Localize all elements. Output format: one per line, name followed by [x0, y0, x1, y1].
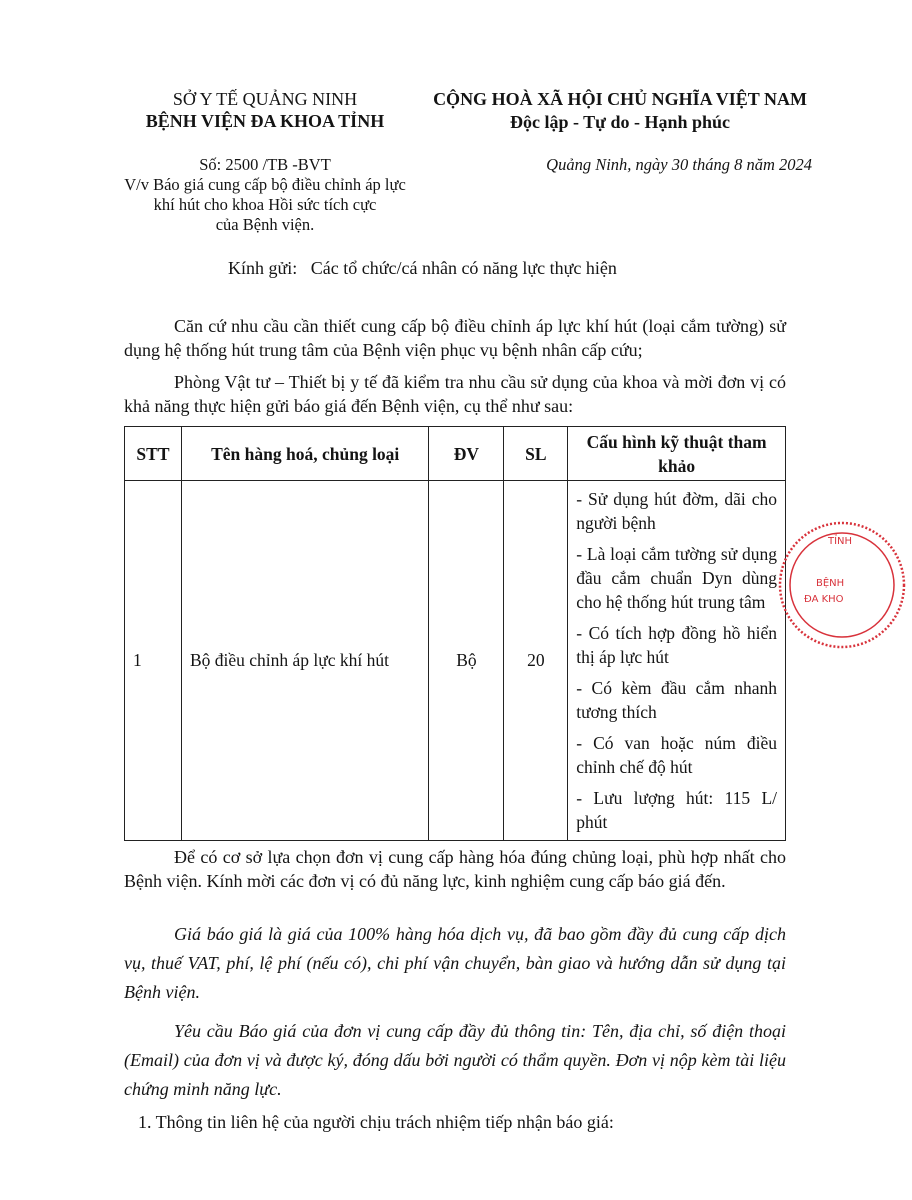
header-spec: Cấu hình kỹ thuật tham khảo — [568, 427, 786, 481]
table-row — [125, 481, 786, 841]
body-paragraph-4: Giá báo giá là giá của 100% hàng hóa dịch vụ, đã bao gồm đầy đủ cung cấp dịch vụ, thuế VAT, phí, lệ phí (nếu có), chi phí vận chuyển, bàn giao và hướng dẫn sử dụng tại Bệnh viện. — [124, 924, 786, 1002]
place-date: Quảng Ninh, ngày 30 tháng 8 năm 2024 — [546, 155, 812, 174]
official-seal-stamp — [772, 520, 912, 660]
table-header-row — [125, 427, 786, 481]
seal-text-mid-2: ĐA KHO — [804, 594, 844, 605]
subject-line-3: của Bệnh viện. — [215, 215, 315, 234]
contact-info-heading: 1. Thông tin liên hệ của người chịu trách nhiệm tiếp nhận báo giá: — [138, 1112, 614, 1132]
spec-item: - Sử dụng hút đờm, dãi cho người bệnh — [576, 489, 777, 533]
document-number: Số: 2500 /TB -BVT — [199, 155, 331, 174]
row-qty: 20 — [504, 481, 568, 841]
row-unit: Bộ — [429, 481, 504, 841]
salutation: Kính gửi: Các tổ chức/cá nhân có năng lực thực hiện — [228, 258, 617, 278]
motto: Độc lập - Tự do - Hạnh phúc — [509, 112, 731, 132]
row-stt: 1 — [125, 481, 182, 841]
seal-text-top: TỈNH — [828, 536, 853, 547]
document-reference — [100, 155, 430, 235]
spec-item: - Lưu lượng hút: 115 L/ phút — [576, 788, 777, 832]
intro-paragraph-2: Phòng Vật tư – Thiết bị y tế đã kiểm tra nhu cầu sử dụng của khoa và mời đơn vị có khả năng thực hiện gửi báo giá đến Bệnh viện, cụ thể như sau: — [124, 372, 786, 416]
row-specs — [568, 481, 786, 841]
issuer-block — [100, 88, 430, 132]
header-qty: SL — [504, 427, 568, 481]
spec-item: - Có tích hợp đồng hồ hiển thị áp lực hút — [576, 623, 777, 667]
row-name: Bộ điều chỉnh áp lực khí hút — [181, 481, 429, 841]
body-paragraph-3: Để có cơ sở lựa chọn đơn vị cung cấp hàng hóa đúng chủng loại, phù hợp nhất cho Bệnh viện. Kính mời các đơn vị có đủ năng lực, kinh nghiệm cung cấp báo giá đến. — [124, 847, 786, 891]
items-table — [124, 426, 786, 841]
header-unit: ĐV — [429, 427, 504, 481]
subject-line-1: V/v Báo giá cung cấp bộ điều chỉnh áp lực — [124, 175, 406, 194]
national-header — [400, 88, 840, 134]
spec-item: - Có kèm đầu cắm nhanh tương thích — [576, 678, 777, 722]
spec-item: - Là loại cắm tường sử dụng đầu cắm chuẩn Dyn dùng cho hệ thống hút trung tâm — [576, 544, 777, 612]
body-paragraph-5: Yêu cầu Báo giá của đơn vị cung cấp đầy đủ thông tin: Tên, địa chỉ, số điện thoại (Email) của đơn vị và được ký, đóng dấu bởi người có thẩm quyền. Đơn vị nộp kèm tài liệu chứng minh năng lực. — [124, 1021, 786, 1099]
hospital-name: BỆNH VIỆN ĐA KHOA TỈNH — [145, 111, 385, 131]
intro-paragraph-1: Căn cứ nhu cầu cần thiết cung cấp bộ điều chỉnh áp lực khí hút (loại cắm tường) sử dụng hệ thống hút trung tâm của Bệnh viện phục vụ bệnh nhân cấp cứu; — [124, 316, 786, 360]
header-stt: STT — [125, 427, 182, 481]
country-name: CỘNG HOÀ XÃ HỘI CHỦ NGHĨA VIỆT NAM — [433, 89, 807, 109]
department-name: SỞ Y TẾ QUẢNG NINH — [172, 89, 358, 109]
spec-item: - Có van hoặc núm điều chỉnh chế độ hút — [576, 733, 777, 777]
header-name: Tên hàng hoá, chủng loại — [181, 427, 429, 481]
subject-line-2: khí hút cho khoa Hồi sức tích cực — [153, 195, 377, 214]
seal-text-mid-1: BỆNH — [816, 578, 845, 589]
